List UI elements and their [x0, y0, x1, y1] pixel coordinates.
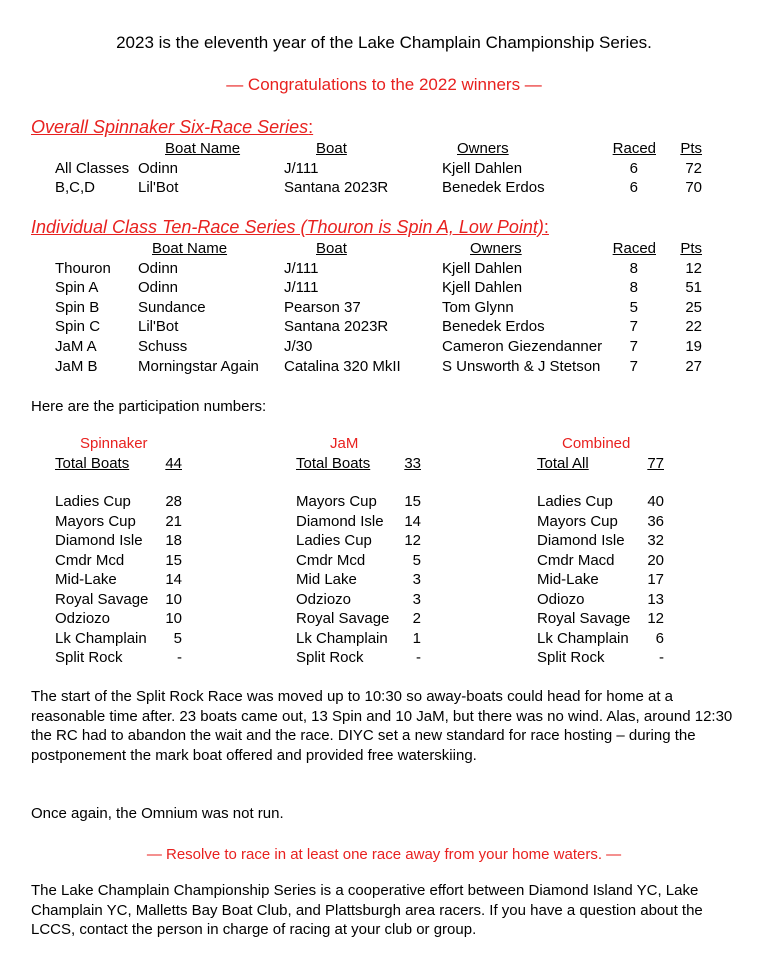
row-owners: Tom Glynn — [442, 298, 514, 316]
individual-title: Individual Class Ten-Race Series (Thouron is Spin A, Low Point) — [31, 217, 544, 237]
spinnaker-row-value: 5 — [173, 629, 182, 647]
row-raced: 7 — [629, 357, 638, 375]
row-boat: J/30 — [284, 338, 313, 355]
jam-row-value: 1 — [412, 629, 421, 647]
row-class: Spin B — [55, 298, 100, 316]
row-raced: 6 — [629, 159, 638, 177]
jam-row-label: Lk Champlain — [296, 629, 388, 647]
combined-title: Combined — [562, 435, 631, 452]
row-pts: 27 — [685, 357, 702, 375]
combined-row-value: 13 — [647, 590, 664, 608]
spinnaker-row-label: Cmdr Mcd — [55, 551, 125, 569]
row-owners: S Unsworth & J Stetson — [442, 357, 601, 375]
jam-row-value: 14 — [404, 512, 421, 530]
row-boat-name: Sundance — [138, 298, 206, 316]
jam-row-value: 12 — [404, 532, 421, 549]
jam-row-label: Royal Savage — [296, 610, 390, 627]
header-boat: Boat — [316, 140, 347, 157]
row-owners: Kjell Dahlen — [442, 259, 523, 277]
row-owners: Benedek Erdos — [442, 179, 545, 197]
spinnaker-title: Spinnaker — [80, 435, 148, 452]
omnium-paragraph: Once again, the Omnium was not run. — [31, 805, 284, 822]
spinnaker-row-label: Split Rock — [55, 649, 123, 666]
row-boat-name: Lil'Bot — [138, 179, 179, 197]
combined-row-label: Ladies Cup — [537, 493, 613, 510]
header-owners: Owners — [470, 240, 522, 257]
combined-row-label: Odiozo — [537, 590, 585, 608]
spinnaker-row-label: Lk Champlain — [55, 629, 147, 647]
row-boat: Pearson 37 — [284, 298, 361, 316]
combined-row-label: Lk Champlain — [537, 629, 629, 647]
row-owners: Kjell Dahlen — [442, 159, 523, 177]
overall-title: Overall Spinnaker Six-Race Series — [31, 117, 309, 137]
header-owners: Owners — [457, 140, 509, 157]
row-boat: Catalina 320 MkII — [284, 357, 401, 375]
row-class: Thouron — [55, 259, 111, 277]
combined-row-label: Diamond Isle — [537, 532, 625, 549]
spinnaker-row-label: Royal Savage — [55, 590, 149, 608]
combined-row-value: 36 — [647, 512, 664, 530]
spinnaker-row-label: Mid-Lake — [55, 571, 117, 588]
row-raced: 7 — [629, 338, 638, 355]
row-raced: 8 — [629, 279, 638, 297]
spinnaker-row-label: Mayors Cup — [55, 512, 136, 530]
spinnaker-total-value: 44 — [165, 455, 182, 472]
resolve-line: — Resolve to race in at least one race away from your home waters. — — [146, 846, 622, 863]
row-boat-name: Morningstar Again — [138, 357, 259, 375]
row-class: Spin A — [55, 279, 99, 297]
congrats-heading: — Congratulations to the 2022 winners — — [226, 75, 542, 94]
header-pts: Pts — [680, 240, 702, 257]
combined-row-label: Mid-Lake — [537, 571, 599, 588]
row-owners: Cameron Giezendanner — [442, 338, 603, 355]
row-boat-name: Lil'Bot — [138, 318, 179, 336]
row-class: All Classes — [55, 159, 130, 177]
spinnaker-row-value: 15 — [165, 551, 182, 569]
row-raced: 8 — [629, 259, 638, 277]
spinnaker-row-label: Diamond Isle — [55, 532, 143, 549]
header-pts: Pts — [680, 140, 702, 157]
combined-row-label: Royal Savage — [537, 610, 631, 627]
combined-row-value: 12 — [647, 610, 664, 627]
jam-title: JaM — [330, 435, 359, 452]
row-raced: 6 — [629, 179, 638, 197]
combined-row-value: 17 — [647, 571, 664, 588]
jam-total-label: Total Boats — [296, 455, 371, 472]
row-boat-name: Odinn — [138, 279, 179, 297]
overall-section-heading — [31, 117, 313, 138]
row-boat: J/111 — [284, 279, 319, 297]
overall-colon: : — [308, 117, 314, 137]
spinnaker-total-label: Total Boats — [55, 455, 130, 472]
jam-row-value: 15 — [404, 493, 421, 510]
jam-row-value: 3 — [412, 571, 421, 588]
jam-row-value: 3 — [412, 590, 421, 608]
spinnaker-row-value: 14 — [165, 571, 182, 588]
row-boat: Santana 2023R — [284, 318, 389, 336]
row-pts: 19 — [685, 338, 702, 355]
header-boat: Boat — [316, 240, 347, 257]
jam-row-value: 5 — [412, 551, 421, 569]
row-boat: J/111 — [284, 259, 319, 277]
row-boat-name: Odinn — [138, 259, 179, 277]
jam-row-label: Split Rock — [296, 649, 364, 666]
jam-row-label: Mid Lake — [296, 571, 357, 588]
combined-total-label: Total All — [537, 455, 589, 472]
row-pts: 72 — [685, 159, 702, 177]
row-boat-name: Schuss — [138, 338, 188, 355]
row-boat: J/111 — [284, 159, 319, 177]
spinnaker-row-value: 10 — [165, 590, 182, 608]
spinnaker-row-label: Ladies Cup — [55, 493, 131, 510]
combined-total-value: 77 — [647, 455, 664, 472]
combined-row-value: 40 — [647, 493, 664, 510]
participation-intro: Here are the participation numbers: — [31, 398, 267, 415]
jam-row-label: Diamond Isle — [296, 512, 384, 530]
jam-total-value: 33 — [404, 455, 421, 472]
row-raced: 5 — [629, 298, 638, 316]
spinnaker-row-value: 28 — [165, 493, 182, 510]
row-class: B,C,D — [55, 179, 96, 197]
header-boat-name: Boat Name — [152, 240, 228, 257]
individual-section-heading — [31, 217, 549, 238]
intro-line: 2023 is the eleventh year of the Lake Champlain Championship Series. — [116, 33, 652, 52]
combined-row-label: Mayors Cup — [537, 512, 618, 530]
header-raced: Raced — [612, 140, 656, 157]
spinnaker-row-value: - — [177, 649, 182, 666]
row-pts: 22 — [685, 318, 702, 336]
combined-row-label: Split Rock — [537, 649, 605, 666]
header-boat-name: Boat Name — [165, 140, 241, 157]
combined-row-value: 20 — [647, 551, 664, 569]
combined-row-value: 32 — [647, 532, 664, 549]
split-rock-paragraph: The start of the Split Rock Race was moved up to 10:30 so away-boats could head for home at a reasonable time after. 23 boats came out, 13 Spin and 10 JaM, but there was no wind. Alas, around 12:30 the RC had to abandon the wait and the race. DIYC set a new standard for race hosting – during the postponement the mark boat offered and provided free waterskiing. — [31, 688, 733, 764]
jam-row-label: Cmdr Mcd — [296, 551, 366, 569]
individual-colon: : — [543, 217, 549, 237]
spinnaker-row-value: 18 — [165, 532, 182, 549]
header-raced: Raced — [612, 240, 656, 257]
combined-row-value: - — [659, 649, 664, 666]
closing-paragraph: The Lake Champlain Championship Series is a cooperative effort between Diamond Island YC, Lake Champlain YC, Malletts Bay Boat Club, and Plattsburgh area racers. If you have a question about the LCCS, contact the person in charge of racing at your club or group. — [31, 882, 703, 938]
row-pts: 12 — [685, 259, 702, 277]
jam-row-label: Mayors Cup — [296, 493, 377, 510]
row-boat: Santana 2023R — [284, 179, 389, 197]
row-class: JaM B — [55, 357, 98, 375]
row-pts: 70 — [685, 179, 702, 197]
jam-row-value: - — [416, 649, 421, 666]
spinnaker-row-label: Odziozo — [55, 610, 111, 627]
combined-row-label: Cmdr Macd — [537, 551, 615, 569]
spinnaker-row-value: 21 — [165, 512, 182, 530]
jam-row-label: Ladies Cup — [296, 532, 372, 549]
combined-row-value: 6 — [655, 629, 664, 647]
row-owners: Kjell Dahlen — [442, 279, 523, 297]
jam-row-label: Odziozo — [296, 590, 352, 608]
row-pts: 25 — [685, 298, 702, 316]
row-class: JaM A — [55, 338, 97, 355]
row-boat-name: Odinn — [138, 159, 179, 177]
jam-row-value: 2 — [412, 610, 421, 627]
row-pts: 51 — [685, 279, 702, 297]
row-class: Spin C — [55, 318, 101, 336]
row-owners: Benedek Erdos — [442, 318, 545, 336]
spinnaker-row-value: 10 — [165, 610, 182, 627]
row-raced: 7 — [629, 318, 638, 336]
